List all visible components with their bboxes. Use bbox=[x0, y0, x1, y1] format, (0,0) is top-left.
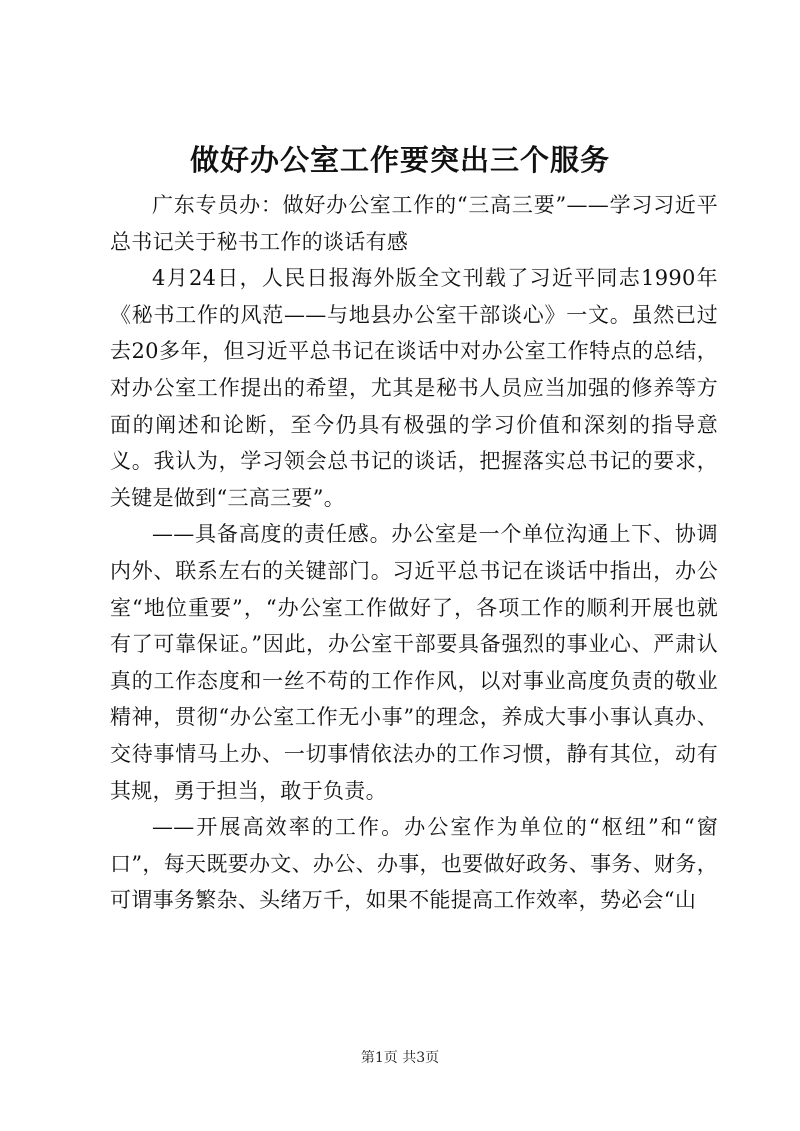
paragraph-subtitle: 广东专员办：做好办公室工作的“三高三要”——学习习近平总书记关于秘书工作的谈话有感 bbox=[110, 193, 718, 254]
page-footer: 第1页 共3页 bbox=[360, 1050, 440, 1066]
paragraph-efficiency: ——开展高效率的工作。办公室作为单位的“枢纽”和“窗口”，每天既要办文、办公、办事，也要做好政务、事务、财务，可谓事务繁杂、头绪万千，如果不能提高工作效率，势必会“山 bbox=[110, 815, 718, 913]
document-title: 做好办公室工作要突出三个服务 bbox=[189, 143, 610, 177]
document-body bbox=[110, 187, 718, 919]
paragraph-intro: 4月24日，人民日报海外版全文刊载了习近平同志1990年《秘书工作的风范——与地县办公室干部谈心》一文。虽然已过去20多年，但习近平总书记在谈话中对办公室工作特点的总结，对办公室工作提出的希望，尤其是秘书人员应当加强的修养等方面的阐述和论断，至今仍具有极强的学习价值和深刻的指导意义。我认为，学习领会总书记的谈话，把握落实总书记的要求，关键是做到“三高三要”。 bbox=[110, 266, 718, 510]
paragraph-responsibility: ——具备高度的责任感。办公室是一个单位沟通上下、协调内外、联系左右的关键部门。习近平总书记在谈话中指出，办公室“地位重要”，“办公室工作做好了，各项工作的顺利开展也就有了可靠保证。”因此，办公室干部要具备强烈的事业心、严肃认真的工作态度和一丝不苟的工作作风，以对事业高度负责的敬业精神，贯彻“办公室工作无小事”的理念，养成大事小事认真办、交待事情马上办、一切事情依法办的工作习惯，静有其位，动有其规，勇于担当，敢于负责。 bbox=[110, 522, 718, 803]
